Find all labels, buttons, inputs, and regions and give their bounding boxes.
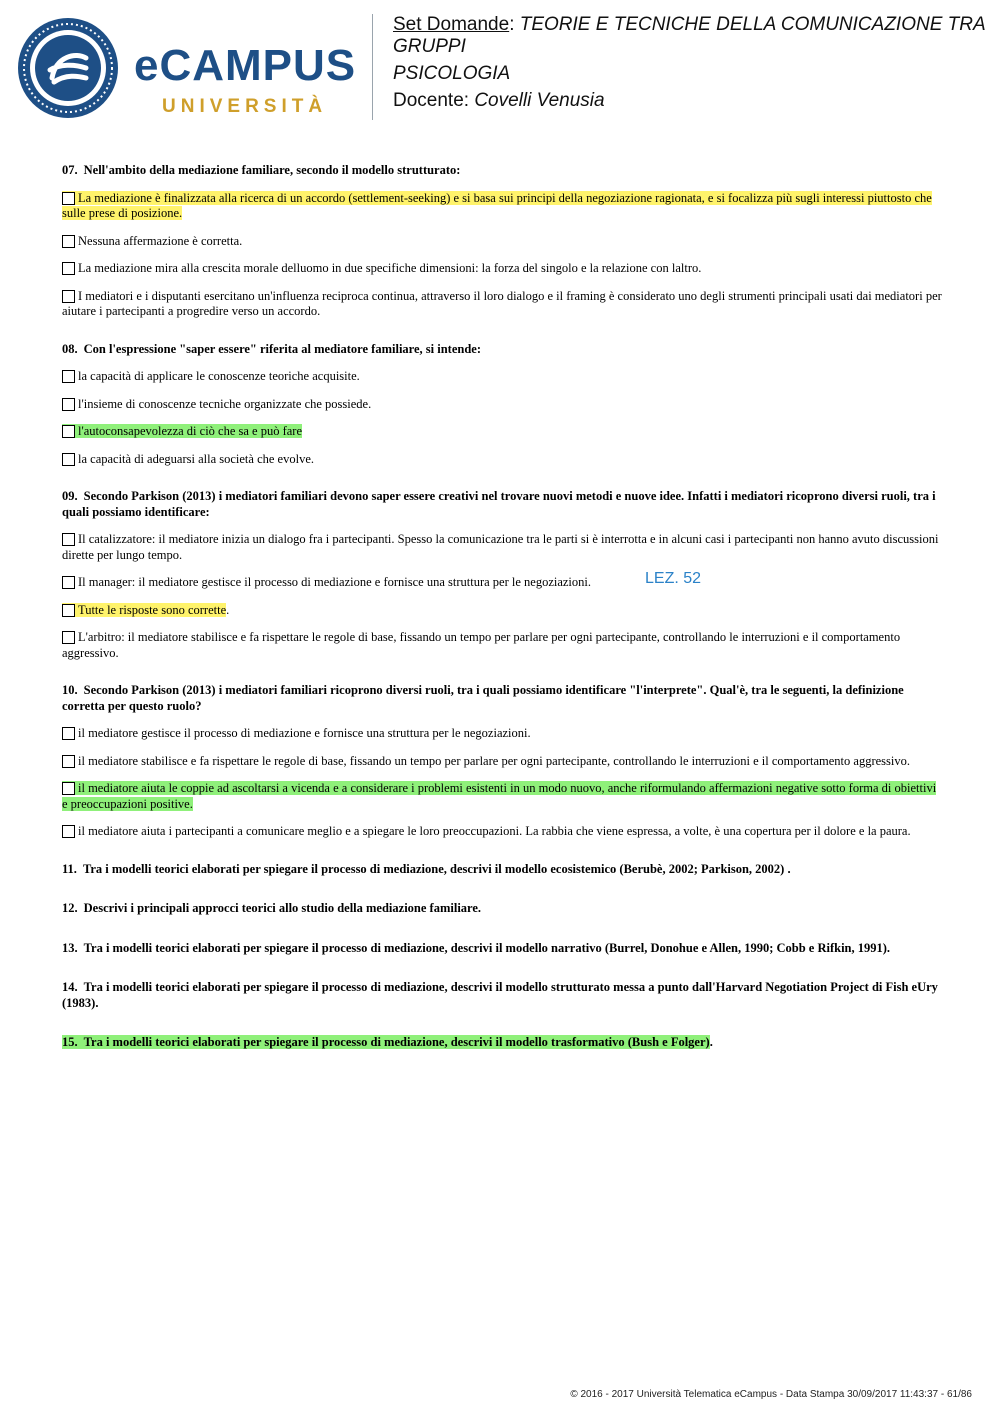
question-list — [62, 163, 942, 1075]
answer-option[interactable]: l'insieme di conoscenze tecniche organizzate che possiede. — [62, 397, 942, 413]
question-title: 10. Secondo Parkison (2013) i mediatori familiari ricoprono diversi ruoli, tra i quali possiamo identificare "l'interprete". Qual'è, tra le seguenti, la definizione corretta per questo ruolo? — [62, 683, 904, 713]
teacher-label: Docente: — [393, 90, 475, 111]
teacher-name: Covelli Venusia — [474, 90, 605, 111]
checkbox[interactable] — [62, 755, 75, 768]
brand-subtitle: UNIVERSITÀ — [162, 96, 328, 117]
checkbox[interactable] — [62, 576, 75, 589]
checkbox[interactable] — [62, 370, 75, 383]
answer-option[interactable]: Tutte le risposte sono corrette. — [62, 603, 942, 619]
answer-option[interactable]: il mediatore aiuta i partecipanti a comunicare meglio e a spiegare le loro preoccupazioni. La rabbia che viene espressa, a volte, è una copertura per il dolore e la paura. — [62, 824, 942, 840]
answer-option[interactable]: la capacità di applicare le conoscenze teoriche acquisite. — [62, 369, 942, 385]
open-question: 15. Tra i modelli teorici elaborati per spiegare il processo di mediazione, descrivi il modello trasformativo (Bush e Folger). — [62, 1035, 713, 1049]
open-question: 14. Tra i modelli teorici elaborati per spiegare il processo di mediazione, descrivi il modello strutturato messa a punto dall'Harvard Negotiation Project di Fish eUry (1983). — [62, 980, 938, 1010]
document-header — [393, 14, 993, 112]
set-label: Set Domande — [393, 14, 510, 35]
checkbox[interactable] — [62, 425, 75, 438]
answer-option[interactable]: Il catalizzatore: il mediatore inizia un dialogo fra i partecipanti. Spesso la comunicazione tra le parti si è interrotta e in alcuni casi i partecipanti non hanno avuto discussioni dirette per lungo tempo. — [62, 532, 939, 562]
lesson-note: LEZ. 52 — [645, 570, 702, 587]
subject-title: TEORIE E TECNICHE DELLA COMUNICAZIONE TRA GRUPPI — [393, 14, 985, 57]
answer-option[interactable]: la capacità di adeguarsi alla società che evolve. — [62, 452, 942, 468]
checkbox[interactable] — [62, 604, 75, 617]
open-question: 11. Tra i modelli teorici elaborati per spiegare il processo di mediazione, descrivi il modello ecosistemico (Berubè, 2002; Parkison, 2002) . — [62, 861, 791, 876]
answer-option[interactable]: Nessuna affermazione è corretta. — [62, 234, 942, 250]
checkbox[interactable] — [62, 727, 75, 740]
brand-name: eCAMPUS — [134, 41, 357, 90]
answer-option[interactable]: l'autoconsapevolezza di ciò che sa e può fare — [62, 424, 942, 440]
question — [62, 683, 942, 840]
checkbox[interactable] — [62, 262, 75, 275]
answer-option[interactable]: I mediatori e i disputanti esercitano un'influenza reciproca continua, attraverso il loro dialogo e il framing è considerato uno degli strumenti principali usati dai mediatori per aiutare i partecipanti a progredire verso un accordo. — [62, 288, 942, 318]
checkbox[interactable] — [62, 453, 75, 466]
checkbox[interactable] — [62, 533, 75, 546]
answer-option[interactable]: Il manager: il mediatore gestisce il processo di mediazione e fornisce una struttura per le negoziazioni. — [62, 575, 942, 591]
course-name: PSICOLOGIA — [393, 63, 511, 84]
checkbox[interactable] — [62, 782, 75, 795]
question — [62, 342, 942, 468]
question — [62, 489, 942, 661]
checkbox[interactable] — [62, 825, 75, 838]
answer-option[interactable]: La mediazione mira alla crescita morale delluomo in due specifiche dimensioni: la forza del singolo e la relazione con laltro. — [62, 261, 942, 277]
teacher-line — [393, 90, 993, 112]
question-title: 09. Secondo Parkison (2013) i mediatori familiari devono saper essere creativi nel trovare nuovi metodi e nuove idee. Infatti i mediatori ricoprono diversi ruoli, tra i quali possiamo identificare: — [62, 489, 936, 519]
brand-wordmark — [134, 41, 374, 120]
university-seal-icon — [16, 16, 120, 120]
answer-option[interactable]: L'arbitro: il mediatore stabilisce e fa rispettare le regole di base, fissando un tempo per parlare per ogni partecipante, controllando le interruzioni e il comportamento aggressivo. — [62, 630, 901, 660]
open-question: 13. Tra i modelli teorici elaborati per spiegare il processo di mediazione, descrivi il modello narrativo (Burrel, Donohue e Allen, 1990; Cobb e Rifkin, 1991). — [62, 940, 891, 955]
page-footer: © 2016 - 2017 Università Telematica eCampus - Data Stampa 30/09/2017 11:43:37 - 61/86 — [570, 1389, 972, 1400]
question-title: 08. Con l'espressione "saper essere" riferita al mediatore familiare, si intende: — [62, 341, 482, 356]
checkbox[interactable] — [62, 235, 75, 248]
checkbox[interactable] — [62, 631, 75, 644]
checkbox[interactable] — [62, 290, 75, 303]
set-title: Set Domande: TEORIE E TECNICHE DELLA COMUNICAZIONE TRA GRUPPI — [393, 14, 985, 57]
question — [62, 163, 942, 320]
ecampus-logo — [14, 14, 374, 124]
open-question: 12. Descrivi i principali approcci teorici allo studio della mediazione familiare. — [62, 901, 482, 915]
header-divider — [372, 14, 373, 120]
checkbox[interactable] — [62, 192, 75, 205]
answer-option[interactable]: il mediatore gestisce il processo di mediazione e fornisce una struttura per le negoziazioni. — [62, 726, 942, 742]
checkbox[interactable] — [62, 398, 75, 411]
answer-option[interactable]: il mediatore aiuta le coppie ad ascoltarsi a vicenda e a considerare i problemi esistenti in un modo nuovo, anche riformulando affermazioni negative sotto forma di obiettivi e preoccupazioni positive. — [62, 781, 937, 811]
question-title: 07. Nell'ambito della mediazione familiare, secondo il modello strutturato: — [62, 163, 461, 177]
answer-option[interactable]: La mediazione è finalizzata alla ricerca di un accordo (settlement-seeking) e si basa sui principi della negoziazione ragionata, e si focalizza più sugli interessi piuttosto che sulle prese di posizione. — [62, 190, 932, 220]
answer-option[interactable]: il mediatore stabilisce e fa rispettare le regole di base, fissando un tempo per parlare per ogni partecipante, controllando le interruzioni e il comportamento aggressivo. — [62, 754, 942, 770]
